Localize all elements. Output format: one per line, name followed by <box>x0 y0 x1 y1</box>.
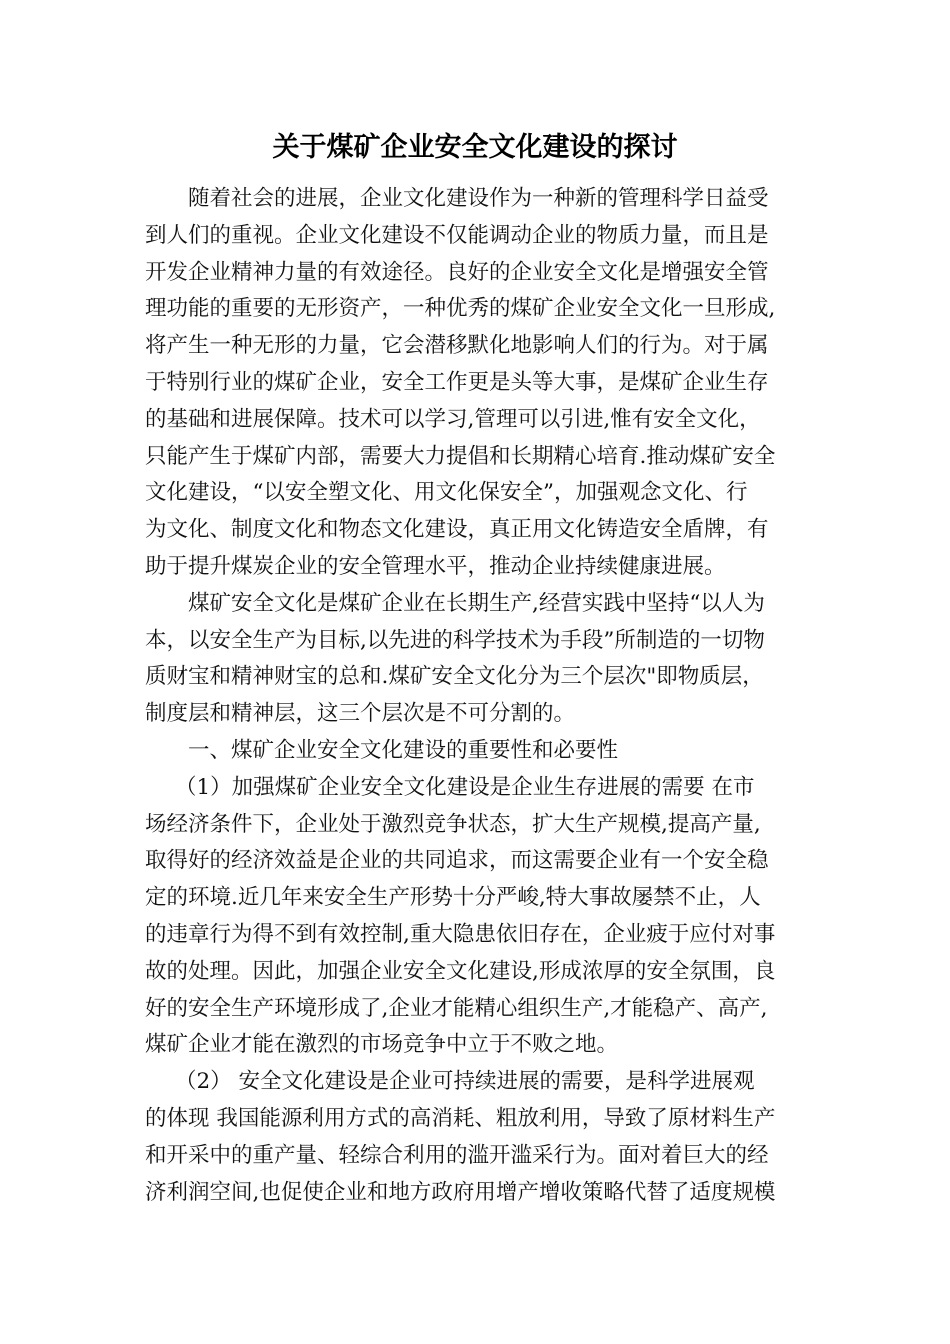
body-line: （1）加强煤矿企业安全文化建设是企业生存进展的需要 在市 <box>175 774 755 800</box>
body-line: 的基础和进展保障。技术可以学习,管理可以引进,惟有安全文化， <box>145 406 761 432</box>
body-line: 取得好的经济效益是企业的共同追求，而这需要企业有一个安全稳 <box>145 848 769 874</box>
body-line: 煤矿企业才能在激烈的市场竞争中立于不败之地。 <box>145 1032 619 1058</box>
body-line: 济利润空间,也促使企业和地方政府用增产增收策略代替了适度规模 <box>145 1179 776 1205</box>
body-line: 定的环境.近几年来安全生产形势十分严峻,特大事故屡禁不止，人 <box>145 885 761 911</box>
body-line: 制度层和精神层，这三个层次是不可分割的。 <box>145 701 576 727</box>
body-line: 煤矿安全文化是煤矿企业在长期生产,经营实践中坚持“以人为 <box>188 590 765 616</box>
body-line: 为文化、制度文化和物态文化建设，真正用文化铸造安全盾牌，有 <box>145 517 769 543</box>
body-line: 本，以安全生产为目标,以先进的科学技术为手段”所制造的一切物 <box>145 627 765 653</box>
document-body <box>145 181 805 1211</box>
body-line: 文化建设，“以安全塑文化、用文化保安全”，加强观念文化、行 <box>145 480 748 506</box>
body-line: 好的安全生产环境形成了,企业才能精心组织生产,才能稳产、高产, <box>145 995 768 1021</box>
body-line: 质财宝和精神财宝的总和.煤矿安全文化分为三个层次"即物质层， <box>145 664 764 690</box>
document-title: 关于煤矿企业安全文化建设的探讨 <box>272 132 678 163</box>
body-line: 开发企业精神力量的有效途径。良好的企业安全文化是增强安全管 <box>145 259 769 285</box>
body-line: 只能产生于煤矿内部，需要大力提倡和长期精心培育.推动煤矿安全 <box>145 443 776 469</box>
body-line: 理功能的重要的无形资产，一种优秀的煤矿企业安全文化一旦形成, <box>145 296 776 322</box>
body-line: 的体现 我国能源利用方式的高消耗、粗放利用，导致了原材料生产 <box>145 1105 776 1131</box>
body-line: 的违章行为得不到有效控制,重大隐患依旧存在，企业疲于应付对事 <box>145 921 776 947</box>
body-line: 场经济条件下，企业处于激烈竞争状态，扩大生产规模,提高产量, <box>145 811 761 837</box>
body-line: 故的处理。因此，加强企业安全文化建设,形成浓厚的安全氛围，良 <box>145 958 776 984</box>
body-line: 于特别行业的煤矿企业，安全工作更是头等大事，是煤矿企业生存 <box>145 369 769 395</box>
body-line: 到人们的重视。企业文化建设不仅能调动企业的物质力量，而且是 <box>145 222 769 248</box>
section-heading: 一、煤矿企业安全文化建设的重要性和必要性 <box>188 737 619 763</box>
body-line: 将产生一种无形的力量，它会潜移默化地影响人们的行为。对于属 <box>145 333 769 359</box>
body-line: 助于提升煤炭企业的安全管理水平，推动企业持续健康进展。 <box>145 553 726 579</box>
body-line: 和开采中的重产量、轻综合利用的滥开滥采行为。面对着巨大的经 <box>145 1142 769 1168</box>
body-line: 随着社会的进展，企业文化建设作为一种新的管理科学日益受 <box>188 186 769 211</box>
body-line: （2） 安全文化建设是企业可持续进展的需要，是科学进展观 <box>175 1069 755 1095</box>
